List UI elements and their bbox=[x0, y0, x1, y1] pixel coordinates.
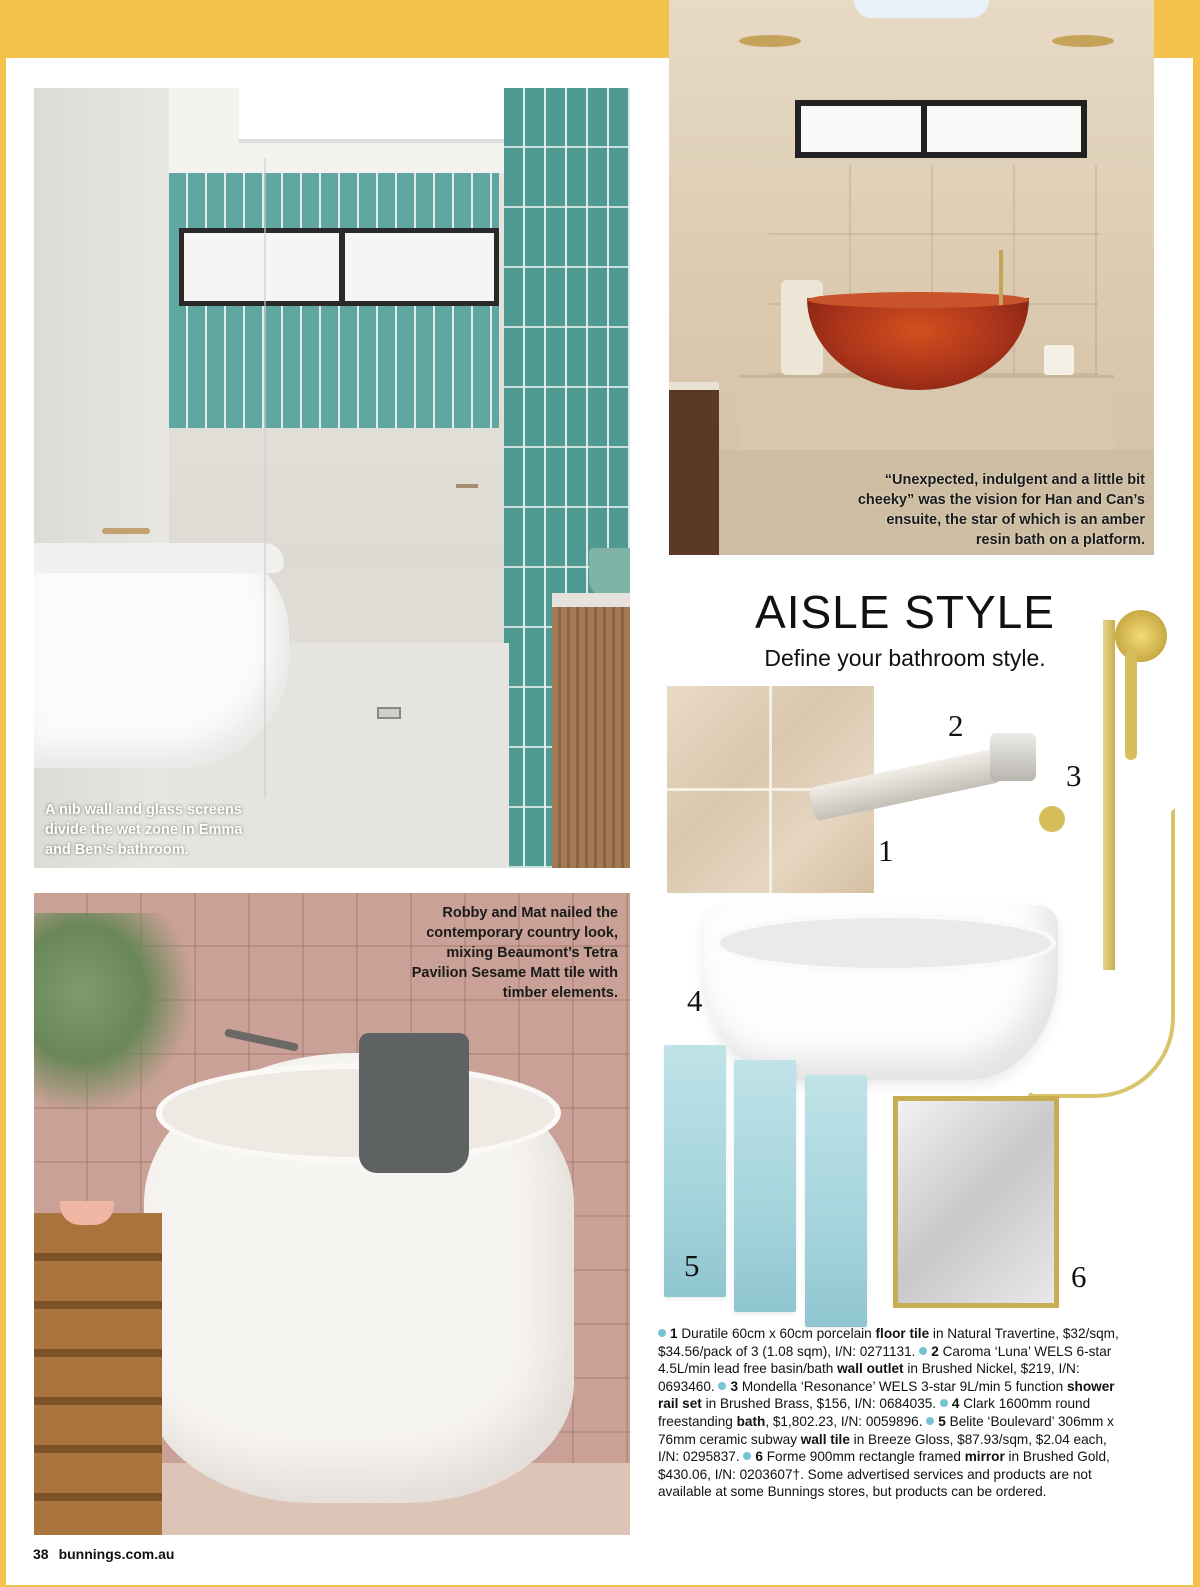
product-list-text: Clark 1600mm round freestanding bbox=[658, 1396, 1091, 1429]
bullet-icon bbox=[718, 1382, 726, 1390]
product-wall-tile-image bbox=[805, 1075, 867, 1327]
footer bbox=[33, 1546, 174, 1562]
product-list-text: Duratile 60cm x 60cm porcelain bbox=[681, 1326, 876, 1341]
bullet-icon bbox=[940, 1399, 948, 1407]
product-number-3: 3 bbox=[1066, 758, 1082, 793]
product-number-1: 1 bbox=[878, 833, 894, 868]
caption-emma-ben: A nib wall and glass screens divide the wet zone in Emma and Ben’s bathroom. bbox=[45, 802, 243, 858]
product-list-text: Belite ‘Boulevard’ 306mm x 76mm ceramic subway bbox=[658, 1413, 1114, 1447]
disclaimer: Some advertised services and products are not available at some Bunnings stores, but products can be ordered. bbox=[658, 1466, 1092, 1500]
product-list-category: wall outlet bbox=[837, 1361, 904, 1377]
product-list-number: 5 bbox=[938, 1413, 946, 1429]
bullet-icon bbox=[919, 1347, 927, 1355]
product-list-category: mirror bbox=[964, 1449, 1005, 1465]
product-number-6: 6 bbox=[1071, 1259, 1087, 1294]
product-number-5: 5 bbox=[684, 1248, 700, 1283]
product-list-text: in Brushed Nickel, $219, I/N: 0693460. bbox=[658, 1361, 1080, 1394]
product-list-text: Forme 900mm rectangle framed bbox=[766, 1449, 965, 1465]
bullet-icon bbox=[658, 1329, 666, 1337]
product-list bbox=[658, 1325, 1123, 1501]
product-number-4: 4 bbox=[687, 983, 703, 1018]
bullet-icon bbox=[926, 1417, 934, 1425]
product-list-number: 3 bbox=[730, 1378, 739, 1394]
footer-site-link[interactable]: bunnings.com.au bbox=[58, 1546, 175, 1562]
product-list-number: 2 bbox=[931, 1343, 939, 1359]
product-list-category: floor tile bbox=[875, 1326, 930, 1341]
product-list-category: wall tile bbox=[800, 1431, 850, 1447]
product-list-text: in Natural Travertine, $32/sqm, $34.56/pack of 3 (1.08 sqm), I/N: 0271131. bbox=[658, 1326, 1119, 1359]
caption-han-can: “Unexpected, indulgent and a little bit cheeky” was the vision for Han and Can’s ensuite, the star of which is an amber resin bath on a platform. bbox=[857, 472, 1145, 548]
product-wall-outlet-image bbox=[800, 728, 1040, 828]
product-list-number: 6 bbox=[755, 1449, 763, 1465]
aisle-style-subtitle: Define your bathroom style. bbox=[764, 645, 1046, 671]
product-list-category: bath bbox=[736, 1413, 766, 1429]
page-number: 38 bbox=[33, 1546, 49, 1562]
caption-robby-mat: Robby and Mat nailed the contemporary country look, mixing Beaumont’s Tetra Pavilion Sesame Matt tile with timber elements. bbox=[411, 905, 618, 1001]
product-list-number: 4 bbox=[951, 1396, 960, 1412]
product-list-category: shower rail set bbox=[658, 1378, 1115, 1412]
product-list-text: in Breeze Gloss, $87.93/sqm, $2.04 each, I/N: 0295837. bbox=[658, 1431, 1107, 1465]
product-wall-tile-image bbox=[734, 1060, 796, 1312]
product-list-text: Caroma ‘Luna’ WELS 6-star 4.5L/min lead free basin/bath bbox=[658, 1343, 1112, 1377]
product-list-text: in Brushed Gold, $430.06, I/N: 0203607†. bbox=[658, 1449, 1110, 1482]
bullet-icon bbox=[743, 1452, 751, 1460]
aisle-style-title: AISLE STYLE bbox=[755, 586, 1055, 638]
product-list-number: 1 bbox=[670, 1326, 678, 1341]
product-list-text: , $1,802.23, I/N: 0059896. bbox=[765, 1413, 927, 1429]
photo-teal-bathroom bbox=[34, 88, 630, 868]
product-list-text: in Brushed Brass, $156, I/N: 0684035. bbox=[701, 1396, 940, 1412]
product-number-2: 2 bbox=[948, 708, 964, 743]
product-bath-image bbox=[703, 905, 1058, 1080]
product-list-text: Mondella ‘Resonance’ WELS 3-star 9L/min 5 function bbox=[741, 1378, 1067, 1394]
product-mirror-image bbox=[893, 1096, 1059, 1308]
